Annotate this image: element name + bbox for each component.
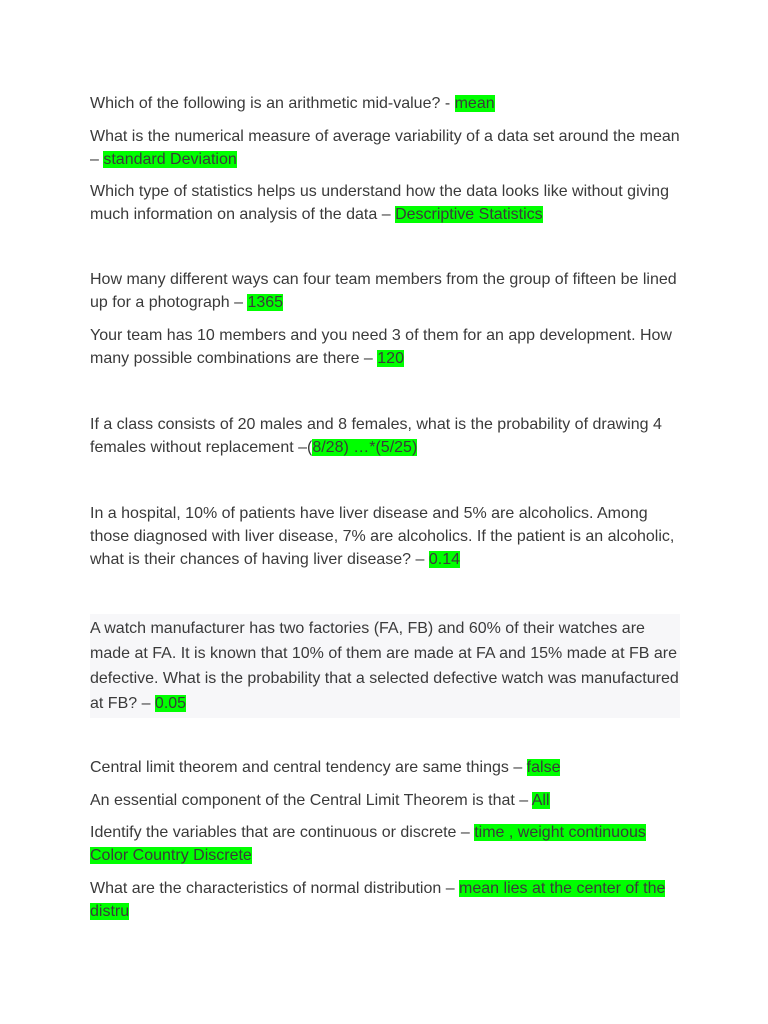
highlighted-answer: mean — [454, 95, 495, 112]
question-text: Identify the variables that are continuous or discrete – — [90, 824, 475, 841]
highlighted-answer: 0.14 — [428, 551, 460, 568]
highlighted-answer: time , weight continuous Color Country Discrete — [90, 824, 646, 864]
question-text: What is the numerical measure of average variability of a data set around the mean – — [90, 128, 680, 168]
question-text: If a class consists of 20 males and 8 females, what is the probability of drawing 4 females without replacement –( — [90, 416, 662, 456]
qa-item-drawing-females — [90, 413, 680, 459]
question-text: How many different ways can four team members from the group of fifteen be lined up for a photograph – — [90, 271, 677, 311]
qa-item-clt-component — [90, 789, 680, 812]
qa-item-type-of-statistics — [90, 180, 680, 226]
highlighted-answer: 120 — [377, 350, 404, 367]
qa-item-central-limit-theorem — [90, 756, 680, 779]
highlighted-answer: standard Deviation — [103, 151, 237, 168]
highlighted-answer: mean lies at the center of the distru — [90, 880, 666, 920]
qa-item-liver-disease — [90, 502, 680, 571]
highlighted-answer: Descriptive Statistics — [395, 206, 543, 223]
highlighted-answer: 8/28) …*(5/25) — [312, 439, 418, 456]
question-text: An essential component of the Central Limit Theorem is that – — [90, 792, 532, 809]
highlighted-answer: 0.05 — [154, 695, 187, 712]
question-text: Central limit theorem and central tendency are same things – — [90, 759, 527, 776]
qa-item-continuous-discrete — [90, 821, 680, 867]
question-text: Which of the following is an arithmetic mid-value? - — [90, 95, 455, 112]
question-text: A watch manufacturer has two factories (FA, FB) and 60% of their watches are made at FA. It is known that 10% of them are made at FA and 15% made at FB are defective. What is the probability that a selected defective watch was manufactured at FB? – — [90, 620, 679, 712]
qa-item-average-variability — [90, 125, 680, 171]
highlighted-answer: false — [526, 759, 561, 776]
question-text: What are the characteristics of normal distribution – — [90, 880, 460, 897]
qa-item-watch-factories — [90, 614, 680, 718]
highlighted-answer: All — [531, 792, 550, 809]
qa-item-normal-distribution — [90, 877, 680, 923]
question-text: Your team has 10 members and you need 3 of them for an app development. How many possible combinations are there – — [90, 327, 672, 367]
highlighted-answer: 1365 — [247, 294, 284, 311]
qa-item-team-combinations — [90, 324, 680, 370]
qa-item-arithmetic-mid-value — [90, 92, 680, 115]
question-text: Which type of statistics helps us understand how the data looks like without giving much information on analysis of the data – — [90, 183, 669, 223]
question-text: In a hospital, 10% of patients have liver disease and 5% are alcoholics. Among those diagnosed with liver disease, 7% are alcoholics. If the patient is an alcoholic, what is their chances of having liver disease? – — [90, 505, 675, 568]
qa-item-lineup-permutations — [90, 268, 680, 314]
